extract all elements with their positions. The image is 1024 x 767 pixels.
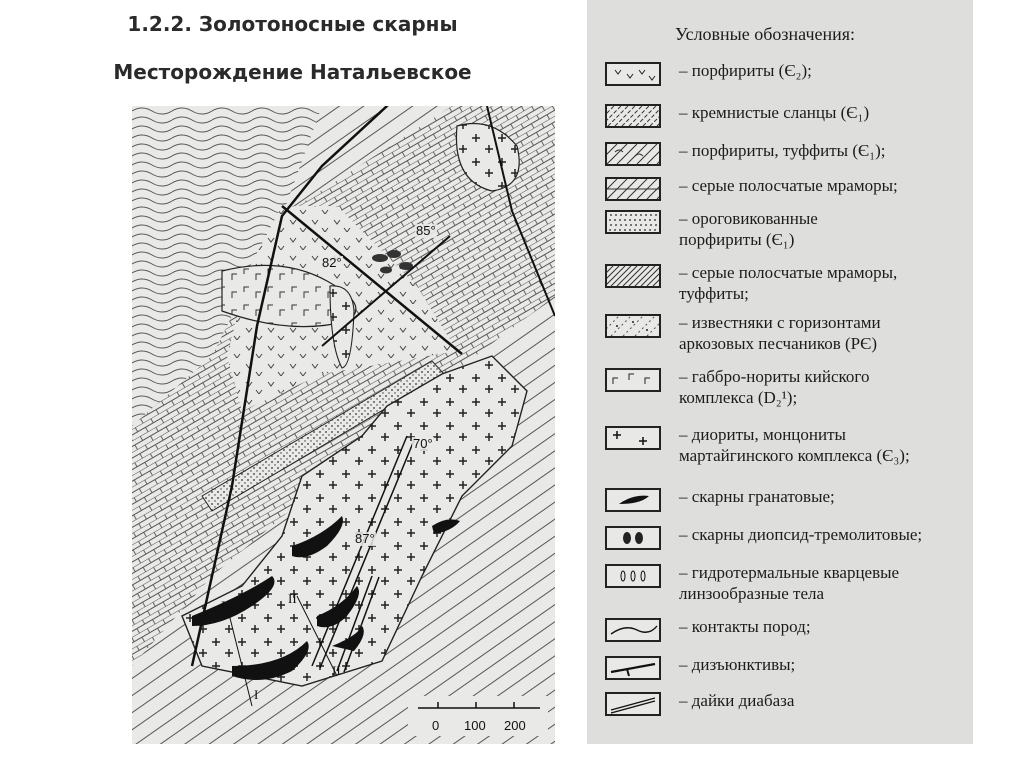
legend-label: – габбро-нориты кийского комплекса (D₂¹); bbox=[679, 367, 870, 407]
legend-swatch-diagonal-arc bbox=[605, 142, 661, 166]
legend-swatch-sparse-dots bbox=[605, 314, 661, 338]
legend-label: – скарны гранатовые; bbox=[679, 487, 835, 506]
section-label: II bbox=[288, 591, 297, 606]
legend-label: – дизъюнктивы; bbox=[679, 655, 796, 674]
section-label: II bbox=[332, 663, 341, 678]
legend-label: – порфириты (Є₂); bbox=[679, 61, 812, 80]
legend-label: – известняки с горизонтами аркозовых песчаников (РЄ) bbox=[679, 313, 881, 353]
legend-swatch-plus-marks bbox=[605, 426, 661, 450]
legend-swatch-gamma-marks bbox=[605, 368, 661, 392]
section-label: I bbox=[221, 598, 226, 613]
legend-label: – дайки диабаза bbox=[679, 691, 795, 710]
legend-swatch-double-line bbox=[605, 692, 661, 716]
slide-subtitle: Месторождение Натальевское bbox=[113, 60, 472, 84]
legend-swatch-dots bbox=[605, 210, 661, 234]
slide-title: 1.2.2. Золотоносные скарны bbox=[127, 12, 458, 36]
legend-swatch-v-marks bbox=[605, 62, 661, 86]
legend-label: – ороговикованные порфириты (Є₁) bbox=[679, 209, 818, 249]
legend-panel bbox=[587, 0, 973, 744]
legend-swatch-brick-diagonal bbox=[605, 177, 661, 201]
legend-label: – контакты пород; bbox=[679, 617, 811, 636]
legend-swatch-diagonal-lines bbox=[605, 264, 661, 288]
dip-label: 70° bbox=[413, 436, 433, 451]
dip-label: 82° bbox=[322, 255, 342, 270]
legend-label: – гидротермальные кварцевые линзообразные тела bbox=[679, 563, 900, 603]
legend-label: – диориты, монцониты мартайгинского комплекса (Є₃); bbox=[679, 425, 910, 465]
legend-swatch-fault bbox=[605, 656, 661, 680]
legend-label: – порфириты, туффиты (Є₁); bbox=[679, 141, 886, 160]
section-label: I bbox=[254, 687, 259, 702]
legend-title: Условные обозначения: bbox=[675, 24, 856, 44]
geological-map bbox=[132, 106, 555, 744]
legend-label: – серые полосчатые мраморы, туффиты; bbox=[679, 263, 898, 303]
legend-swatch-dotted-ovals bbox=[605, 526, 661, 550]
legend-label: – кремнистые сланцы (Є₁) bbox=[679, 103, 870, 122]
legend-swatch-black-lens bbox=[605, 488, 661, 512]
legend-swatch-curve bbox=[605, 618, 661, 642]
scale-bar bbox=[408, 696, 548, 736]
dip-label: 87° bbox=[355, 531, 375, 546]
scale-tick-label: 0 bbox=[432, 718, 440, 733]
legend-swatch-open-ovals bbox=[605, 564, 661, 588]
legend-label: – скарны диопсид-тремолитовые; bbox=[679, 525, 923, 544]
legend-swatch-diagonal-dash bbox=[605, 104, 661, 128]
scale-tick-label: 200 bbox=[504, 718, 526, 733]
legend-label: – серые полосчатые мраморы; bbox=[679, 176, 898, 195]
map-drawing bbox=[132, 106, 555, 744]
scale-tick-label: 100 bbox=[464, 718, 486, 733]
dip-label: 85° bbox=[416, 223, 436, 238]
